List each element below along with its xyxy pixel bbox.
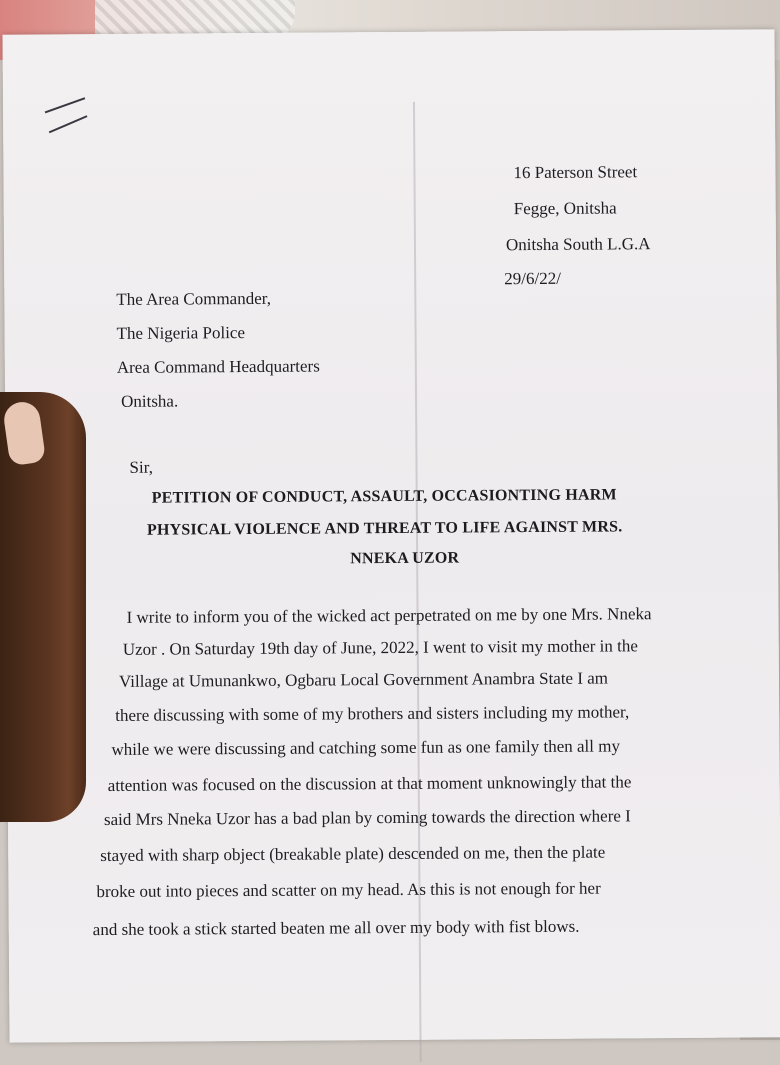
letter-date: 29/6/22/ [504, 268, 561, 289]
sender-address-line: 16 Paterson Street [513, 162, 638, 183]
body-line: Uzor . On Saturday 19th day of June, 2022, I went to visit my mother in the [122, 636, 638, 659]
subject-line: PHYSICAL VIOLENCE AND THREAT TO LIFE AGAINST MRS. [146, 518, 623, 539]
body-line: Village at Umunankwo, Ogbaru Local Government Anambra State I am [118, 668, 609, 691]
body-line: said Mrs Nneka Uzor has a bad plan by coming towards the direction where I [103, 806, 631, 830]
letter-sheet [2, 29, 780, 1042]
recipient-address-line: The Area Commander, [116, 288, 272, 309]
body-line: and she took a stick started beaten me all over my body with fist blows. [92, 916, 580, 940]
body-line: I write to inform you of the wicked act perpetrated on me by one Mrs. Nneka [126, 604, 652, 627]
subject-line: NNEKA UZOR [350, 549, 460, 568]
body-line: while we were discussing and catching some fun as one family then all my [111, 736, 620, 759]
body-line: attention was focused on the discussion at that moment unknowingly that the [107, 772, 632, 795]
sender-address-line: Fegge, Onitsha [513, 198, 617, 219]
salutation: Sir, [129, 457, 154, 477]
body-line: there discussing with some of my brothers and sisters including my mother, [115, 702, 630, 725]
sender-address-line: Onitsha South L.G.A [505, 234, 651, 255]
recipient-address-line: Onitsha. [120, 391, 179, 411]
recipient-address-line: The Nigeria Police [116, 323, 246, 343]
subject-line: PETITION OF CONDUCT, ASSAULT, OCCASIONTING HARM [151, 486, 617, 507]
body-line: stayed with sharp object (breakable plate) descended on me, then the plate [100, 842, 606, 866]
recipient-address-line: Area Command Headquarters [116, 356, 320, 377]
pen-mark [41, 92, 91, 142]
body-line: broke out into pieces and scatter on my head. As this is not enough for her [96, 878, 601, 902]
